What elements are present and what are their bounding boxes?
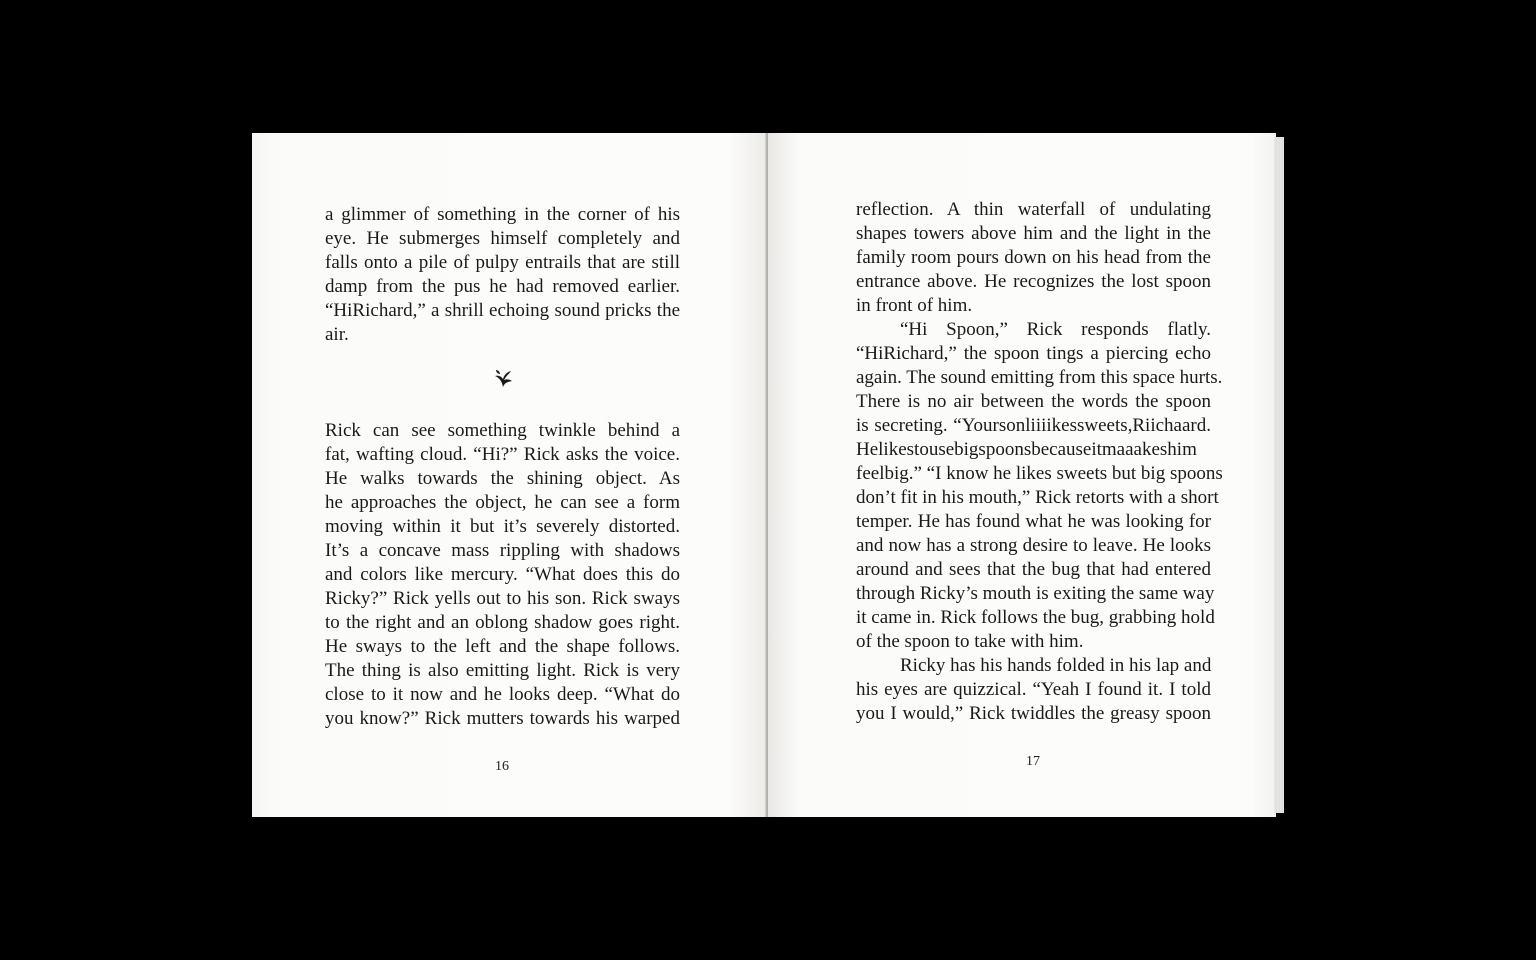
- text-line: and colors like mercury. “What does this do: [325, 564, 680, 585]
- open-book: [252, 133, 1284, 817]
- text-line: falls onto a pile of pulpy entrails that are still: [325, 252, 680, 273]
- text-line: he approaches the object, he can see a form: [325, 492, 680, 513]
- page-number-right: 17: [1026, 754, 1040, 769]
- text-line: a glimmer of something in the corner of his: [325, 204, 680, 225]
- fleuron-icon: [492, 367, 514, 389]
- text-line: it came in. Rick follows the bug, grabbing hold: [856, 607, 1215, 628]
- text-line: The thing is also emitting light. Rick is very: [325, 660, 680, 681]
- text-line: temper. He has found what he was looking for: [856, 511, 1211, 532]
- text-line: don’t fit in his mouth,” Rick retorts with a short: [856, 487, 1219, 508]
- text-line: Ricky has his hands folded in his lap and: [900, 655, 1212, 676]
- left-paragraph-2: [325, 419, 680, 731]
- text-line: shapes towers above him and the light in the: [856, 223, 1211, 244]
- text-line: around and sees that the bug that had entered: [856, 559, 1211, 580]
- text-line: you I would,” Rick twiddles the greasy spoon: [856, 703, 1211, 724]
- text-line: again. The sound emitting from this space hurts.: [856, 367, 1223, 388]
- text-line: is secreting. “Yoursonliiiikessweets,Riichaard.: [856, 415, 1211, 436]
- text-line: “HiRichard,” the spoon tings a piercing echo: [856, 343, 1211, 364]
- text-line: you know?” Rick mutters towards his warped: [325, 708, 680, 729]
- text-line: entrance above. He recognizes the lost spoon: [856, 271, 1211, 292]
- text-line: Ricky?” Rick yells out to his son. Rick sways: [325, 588, 680, 609]
- left-page: [252, 133, 768, 817]
- right-paragraphs: [856, 198, 1223, 726]
- text-line: Helikestousebigspoonsbecauseitmaaakeshim: [856, 439, 1197, 460]
- text-line: feelbig.” “I know he likes sweets but big spoons: [856, 463, 1223, 484]
- text-line: reflection. A thin waterfall of undulating: [856, 199, 1211, 220]
- text-line: Rick can see something twinkle behind a: [325, 420, 680, 441]
- left-paragraph-1: [325, 203, 680, 347]
- text-line: air.: [325, 324, 349, 345]
- text-line: “HiRichard,” a shrill echoing sound pricks the: [325, 300, 680, 321]
- text-line: He walks towards the shining object. As: [325, 468, 680, 489]
- text-line: He sways to the left and the shape follows.: [325, 636, 680, 657]
- text-line: to the right and an oblong shadow goes right.: [325, 612, 680, 633]
- text-line: There is no air between the words the spoon: [856, 391, 1211, 412]
- text-line: in front of him.: [856, 295, 973, 316]
- text-line: close to it now and he looks deep. “What do: [325, 684, 680, 705]
- text-line: and now has a strong desire to leave. He looks: [856, 535, 1211, 556]
- page-edges: [1274, 137, 1284, 813]
- text-line: of the spoon to take with him.: [856, 631, 1084, 652]
- text-line: fat, wafting cloud. “Hi?” Rick asks the voice.: [325, 444, 680, 465]
- text-line: family room pours down on his head from the: [856, 247, 1211, 268]
- page-number-left: 16: [495, 759, 509, 774]
- text-line: eye. He submerges himself completely and: [325, 228, 680, 249]
- text-line: through Ricky’s mouth is exiting the same way: [856, 583, 1215, 604]
- text-line: “Hi Spoon,” Rick responds flatly.: [900, 319, 1211, 340]
- text-line: moving within it but it’s severely distorted.: [325, 516, 680, 537]
- text-line: his eyes are quizzical. “Yeah I found it. I told: [856, 679, 1211, 700]
- text-line: It’s a concave mass rippling with shadows: [325, 540, 680, 561]
- text-line: damp from the pus he had removed earlier.: [325, 276, 680, 297]
